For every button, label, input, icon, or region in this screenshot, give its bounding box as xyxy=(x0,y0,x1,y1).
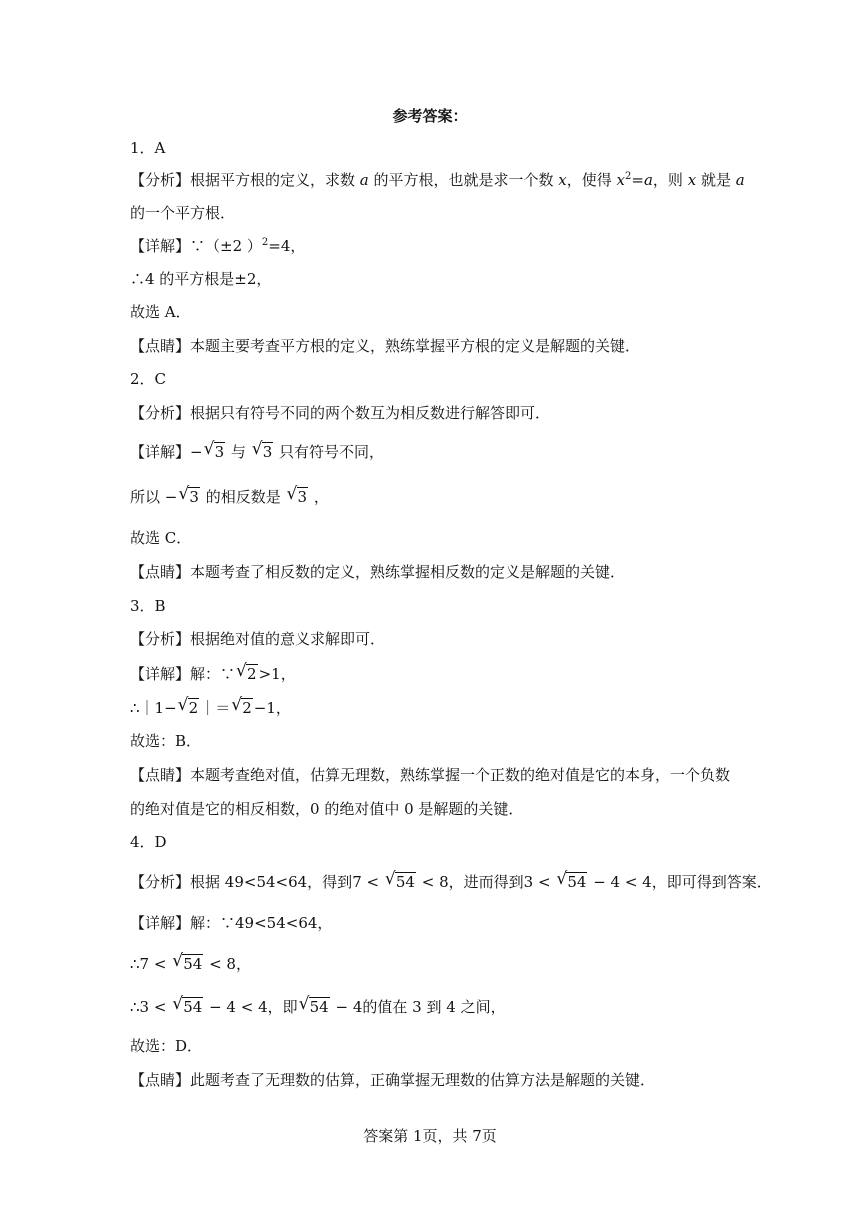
sqrt-expression: √ 54 xyxy=(385,872,416,892)
q1-choice: 故选 A． xyxy=(130,303,191,321)
q2-comment: 【点睛】本题考查了相反数的定义，熟练掌握相反数的定义是解题的关键． xyxy=(130,563,626,581)
q1-head: 1．A xyxy=(130,139,166,157)
detail-tag: 【详解】 xyxy=(130,237,191,255)
sqrt-expression: √ 2 xyxy=(231,698,253,718)
q4-comment: 【点睛】此题考查了无理数的估算，正确掌握无理数的估算方法是解题的关键． xyxy=(130,1071,656,1089)
q2-head: 2．C xyxy=(130,370,167,388)
q3-comment: 【点睛】本题考查绝对值，估算无理数，熟练掌握一个正数的绝对值是它的本身，一个负数 xyxy=(130,766,731,784)
q2-detail: 【详解】−√ 3 与 √ 3 只有符号不同， xyxy=(130,442,384,462)
q3-detail: 【详解】解：∵√ 2 >1， xyxy=(130,664,296,684)
sqrt-expression: √ 2 xyxy=(178,698,200,718)
sqrt-expression: √ 3 xyxy=(178,487,200,507)
detail-tag: 【详解】 xyxy=(130,914,191,932)
page-title: 参考答案： xyxy=(392,107,468,125)
q2-analysis: 【分析】根据只有符号不同的两个数互为相反数进行解答即可． xyxy=(130,404,551,422)
analysis-tag: 【分析】 xyxy=(130,171,191,189)
detail-tag: 【详解】 xyxy=(130,443,191,461)
q2-conclusion: 所以 −√ 3 的相反数是 √ 3 ， xyxy=(130,487,329,507)
q1-comment: 【点睛】本题主要考查平方根的定义，熟练掌握平方根的定义是解题的关键． xyxy=(130,337,641,355)
sqrt-expression: √ 54 xyxy=(172,954,203,974)
q3-analysis: 【分析】根据绝对值的意义求解即可． xyxy=(130,630,386,648)
q4-analysis: 【分析】根据 49<54<64，得到7 < √ 54 < 8，进而得到3 < √ 54 − 4 < 4，即可得到答案． xyxy=(130,872,772,892)
comment-tag: 【点睛】 xyxy=(130,563,191,581)
comment-tag: 【点睛】 xyxy=(130,1071,191,1089)
q3-choice: 故选：B． xyxy=(130,732,202,750)
q1-detail: 【详解】∵（±2 ）$^2$=4， xyxy=(130,237,306,255)
q1-analysis-cont: 的一个平方根． xyxy=(130,204,236,222)
q4-detail: 【详解】解：∵49<54<64， xyxy=(130,914,333,932)
sqrt-expression: √ 54 xyxy=(172,997,203,1017)
q4-conclusion: ∴3 < √ 54 − 4 < 4，即√ 54 − 4的值在 3 到 4 之间， xyxy=(130,997,506,1017)
analysis-tag: 【分析】 xyxy=(130,404,191,422)
q2-choice: 故选 C． xyxy=(130,529,192,547)
comment-tag: 【点睛】 xyxy=(130,766,191,784)
q3-conclusion: ∴｜1−√ 2 ｜＝√ 2 −1， xyxy=(130,698,291,718)
q4-choice: 故选：D． xyxy=(130,1037,203,1055)
analysis-tag: 【分析】 xyxy=(130,630,191,648)
sqrt-expression: √ 3 xyxy=(287,487,309,507)
q3-head: 3．B xyxy=(130,597,166,615)
q4-step: ∴7 < √ 54 < 8， xyxy=(130,954,251,974)
sqrt-expression: √ 2 xyxy=(236,664,258,684)
detail-tag: 【详解】 xyxy=(130,665,191,683)
page-footer: 答案第 1页，共 7页 xyxy=(363,1127,497,1145)
sqrt-expression: √ 3 xyxy=(204,442,226,462)
q1-analysis: 【分析】根据平方根的定义，求数 a 的平方根，也就是求一个数 x，使得 $x^2=a$，则 x 就是 a xyxy=(130,171,745,189)
sqrt-expression: √ 54 xyxy=(299,997,330,1017)
q4-head: 4．D xyxy=(130,833,167,851)
q3-comment-cont: 的绝对值是它的相反相数，0 的绝对值中 0 是解题的关键． xyxy=(130,800,524,818)
sqrt-expression: √ 3 xyxy=(252,442,274,462)
q1-conclusion: ∴4 的平方根是±2， xyxy=(130,270,272,288)
comment-tag: 【点睛】 xyxy=(130,337,191,355)
sqrt-expression: √ 54 xyxy=(556,872,587,892)
analysis-tag: 【分析】 xyxy=(130,873,191,891)
